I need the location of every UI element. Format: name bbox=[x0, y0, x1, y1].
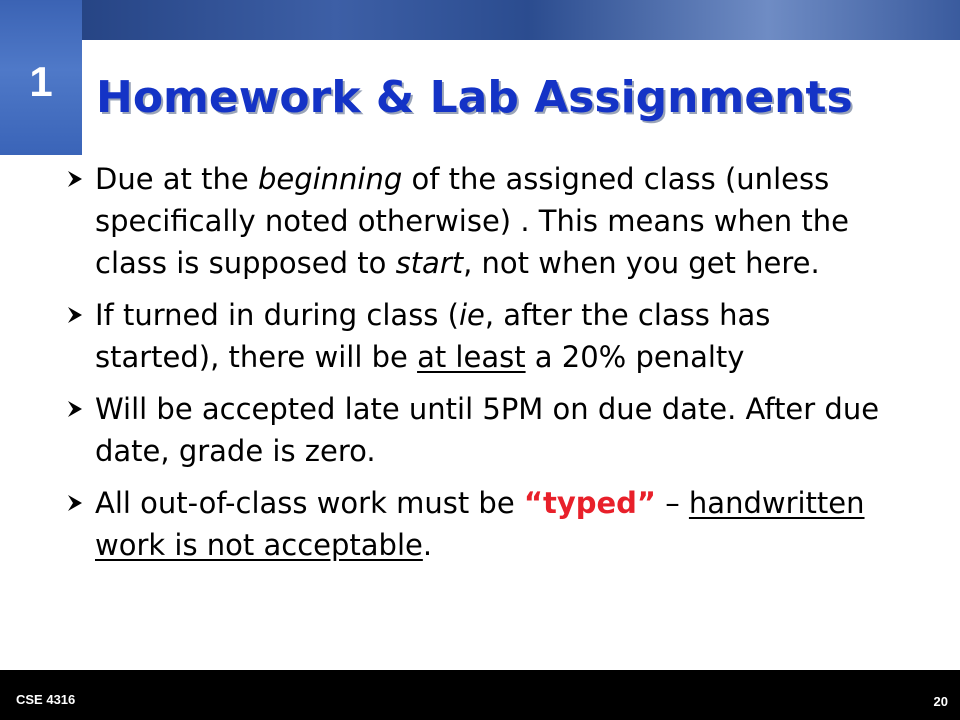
bullet-text: of the assigned class (unless specifically noted otherwise) . This means when the class is supposed to bbox=[95, 162, 849, 280]
bullet-text: Will be accepted late until 5PM on due date. After due date, grade is zero. bbox=[95, 392, 880, 468]
bullet-item bbox=[62, 388, 882, 472]
course-label: CSE 4316 bbox=[16, 692, 76, 707]
bullet-text: If turned in during class ( bbox=[95, 298, 459, 332]
chapter-number: 1 bbox=[29, 58, 53, 105]
page-number: 20 bbox=[933, 694, 948, 709]
bullet-italic-text: start bbox=[395, 246, 464, 280]
arrow-bullet-icon bbox=[62, 158, 88, 200]
arrow-bullet-icon bbox=[62, 388, 88, 430]
bullet-list bbox=[62, 158, 882, 566]
slide-title: Homework & Lab Assignments bbox=[96, 72, 853, 123]
bullet-item bbox=[62, 482, 882, 566]
arrow-bullet-icon bbox=[62, 294, 88, 336]
bullet-italic-text: ie bbox=[458, 298, 485, 332]
footer-bar bbox=[0, 670, 960, 720]
bullet-underlined-text: handwritten work is not acceptable bbox=[95, 486, 865, 562]
bullet-text: a 20% penalty bbox=[525, 340, 745, 374]
arrow-bullet-icon bbox=[62, 482, 88, 524]
bullet-text: . bbox=[422, 528, 433, 562]
bullet-italic-text: beginning bbox=[257, 162, 403, 196]
bullet-item bbox=[62, 158, 882, 284]
bullet-emphasis-text: “typed” bbox=[523, 486, 656, 520]
bullet-underlined-text: at least bbox=[417, 340, 526, 374]
bullet-text: All out-of-class work must be bbox=[95, 486, 524, 520]
bullet-item bbox=[62, 294, 882, 378]
bullet-text: , not when you get here. bbox=[463, 246, 820, 280]
top-banner bbox=[0, 0, 960, 40]
bullet-text: – bbox=[655, 486, 689, 520]
bullet-text: Due at the bbox=[95, 162, 258, 196]
bullet-text: , after the class has started), there will be bbox=[95, 298, 771, 374]
